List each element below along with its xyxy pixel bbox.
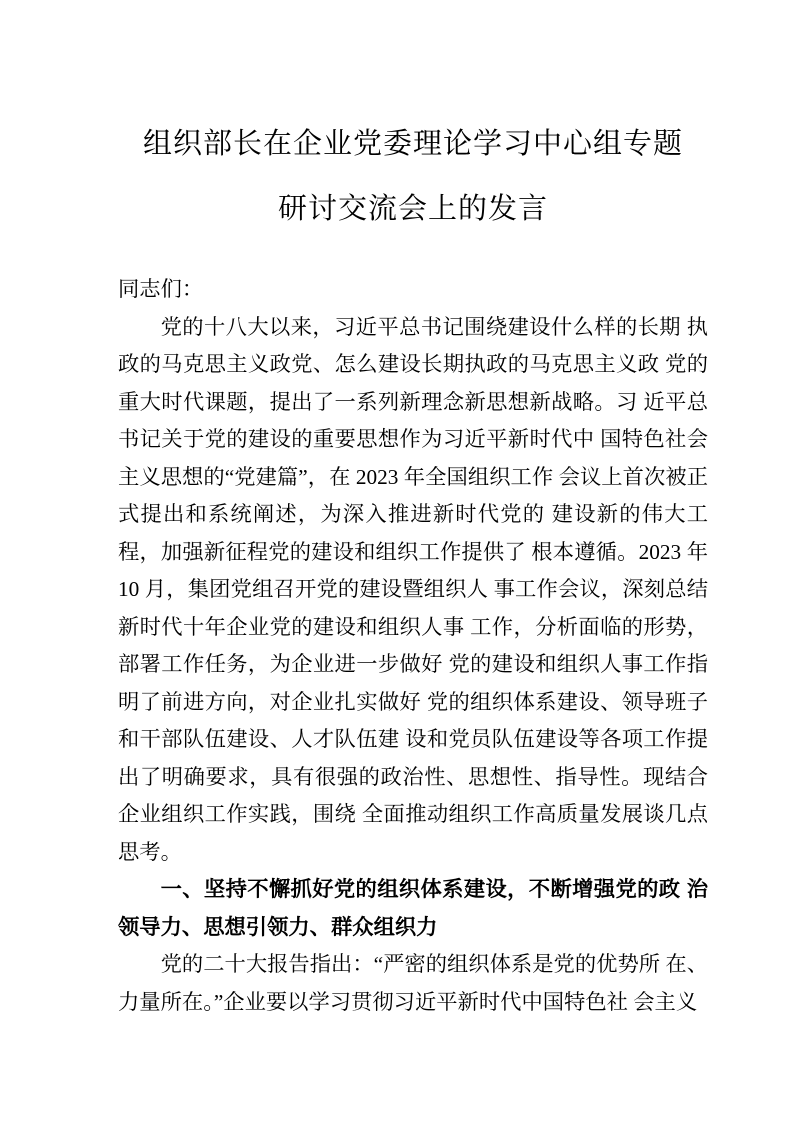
document-content	[118, 112, 708, 1021]
paragraph-intro: 党的十八大以来，习近平总书记围绕建设什么样的长期 执政的马克思主义政党、怎么建设长期执政的马克思主义政 党的重大时代课题，提出了一系列新理念新思想新战略。习 近平总书记关于党的建设的重要思想作为习近平新时代中 国特色社会主义思想的“党建篇”，在 2023 年全国组织工作 会议上首次被正式提出和系统阐述，为深入推进新时代党的 建设新的伟大工程，加强新征程党的建设和组织工作提供了 根本遵循。2023 年 10 月，集团党组召开党的建设暨组织人 事工作会议，深刻总结新时代十年企业党的建设和组织人事 工作，分析面临的形势，部署工作任务，为企业进一步做好 党的建设和组织人事工作指明了前进方向，对企业扎实做好 党的组织体系建设、领导班子和干部队伍建设、人才队伍建 设和党员队伍建设等各项工作提出了明确要求，具有很强的政治性、思想性、指导性。现结合企业组织工作实践，围绕 全面推动组织工作高质量发展谈几点思考。	[118, 314, 708, 864]
salutation: 同志们：	[118, 277, 204, 301]
paragraph-section-1: 党的二十大报告指出：“严密的组织体系是党的优势所 在、力量所在。”企业要以学习贯彻习近平新时代中国特色社 会主义	[118, 952, 708, 1014]
title-line-1: 组织部长在企业党委理论学习中心组专题	[142, 128, 683, 160]
document-title	[118, 112, 708, 242]
title-line-2: 研讨交流会上的发言	[277, 193, 548, 225]
document-body	[118, 271, 708, 1021]
section-heading-1: 一、坚持不懈抓好党的组织体系建设，不断增强党的政 治领导力、思想引领力、群众组织力	[118, 877, 708, 939]
